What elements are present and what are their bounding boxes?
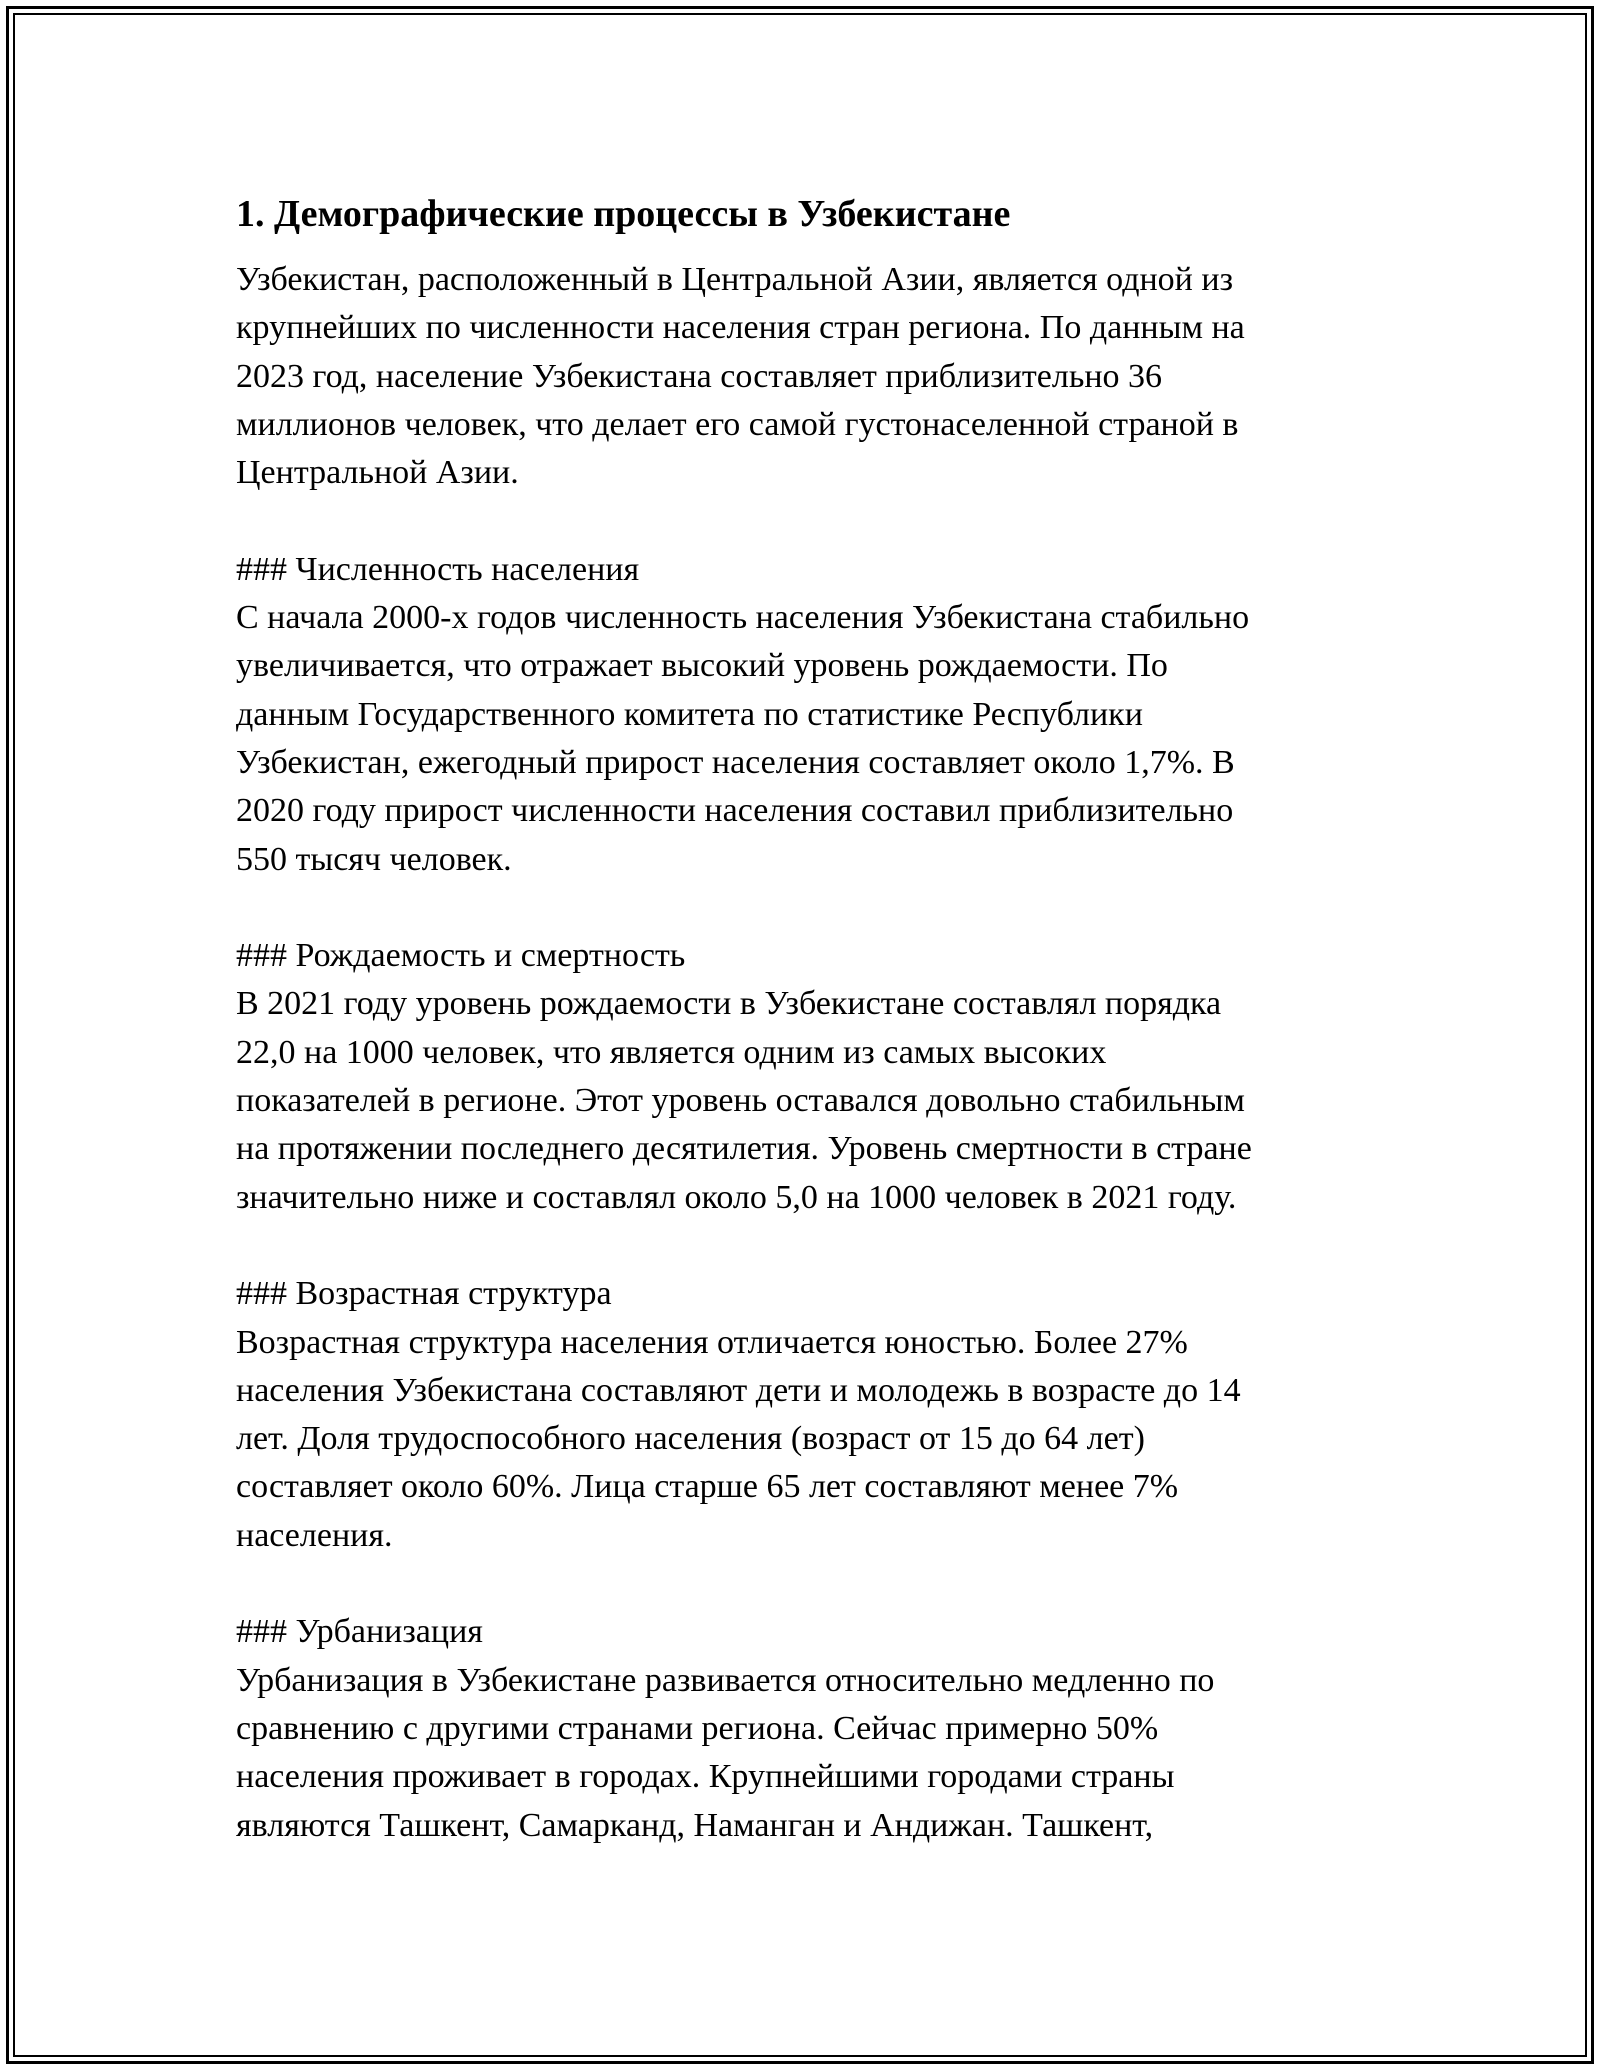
section-paragraph: Возрастная структура населения отличается юностью. Более 27% населения Узбекистана составляют дети и молодежь в возрасте до 14 лет. Доля трудоспособного населения (возраст от 15 до 64 лет) составляет около 60%. Лица старше 65 лет составляют менее 7% населения. (236, 1323, 1241, 1554)
section-urbanization (236, 1608, 1396, 1849)
section-heading: ### Численность населения (236, 550, 640, 588)
section-paragraph: В 2021 году уровень рождаемости в Узбекистане составлял порядка 22,0 на 1000 человек, что является одним из самых высоких показателей в регионе. Этот уровень оставался довольно стабильным на протяжении последнего десятилетия. Уровень смертности в стране значительно ниже и составлял около 5,0 на 1000 человек в 2021 году. (236, 985, 1252, 1216)
document-title: 1. Демографические процессы в Узбекистане (236, 193, 1011, 235)
intro-paragraph: Узбекистан, расположенный в Центральной Азии, является одной из крупнейших по численности населения стран региона. По данным на 2023 год, население Узбекистана составляет приблизительно 36 миллионов человек, что делает его самой густонаселенной страной в Центральной Азии. (236, 261, 1245, 492)
section-population (236, 546, 1396, 884)
section-birth-death (236, 932, 1396, 1222)
section-heading: ### Рождаемость и смертность (236, 937, 686, 975)
section-paragraph: Урбанизация в Узбекистане развивается относительно медленно по сравнению с другими странами региона. Сейчас примерно 50% населения проживает в городах. Крупнейшими городами страны являются Ташкент, Самарканд, Наманган и Андижан. Ташкент, (236, 1661, 1215, 1844)
document-body (236, 184, 1396, 1850)
section-age-structure (236, 1270, 1396, 1560)
section-heading: ### Возрастная структура (236, 1275, 612, 1313)
section-heading: ### Урбанизация (236, 1613, 483, 1651)
section-paragraph: С начала 2000-х годов численность населения Узбекистана стабильно увеличивается, что отражает высокий уровень рождаемости. По данным Государственного комитета по статистике Республики Узбекистан, ежегодный прирост населения составляет около 1,7%. В 2020 году прирост численности населения составил приблизительно 550 тысяч человек. (236, 599, 1250, 878)
